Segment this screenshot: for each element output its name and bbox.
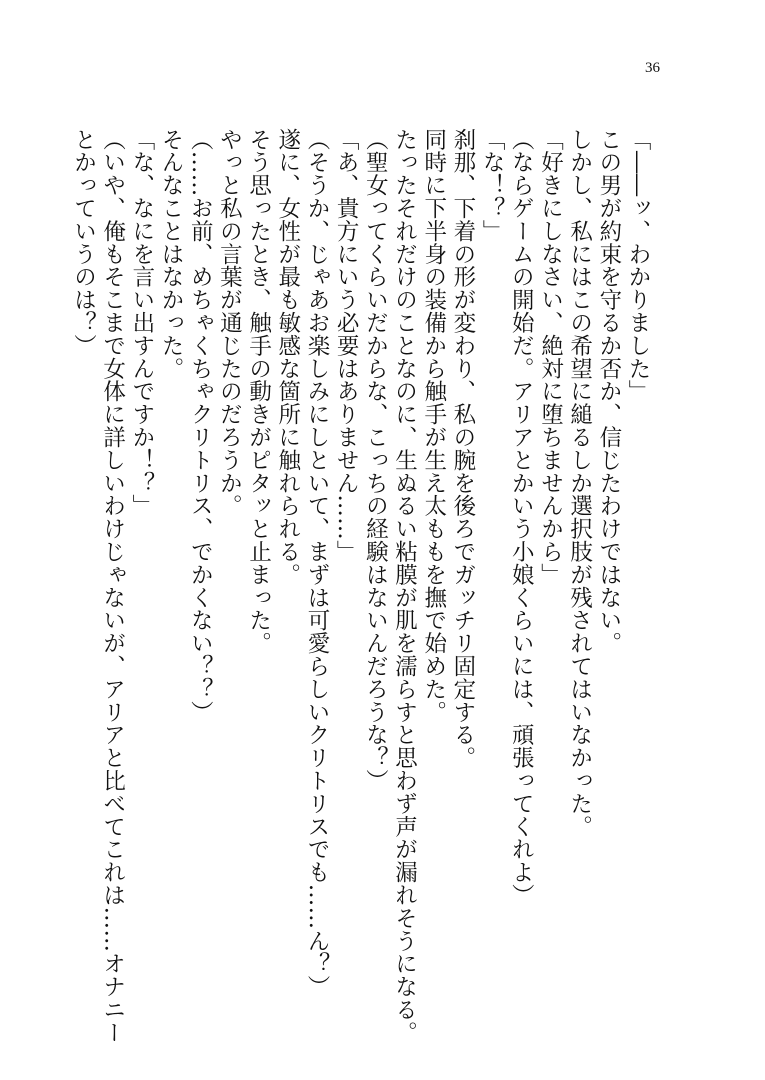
text-line: 刹那、下着の形が変わり、私の腕を後ろでガッチリ固定する。	[449, 128, 476, 770]
text-line: 「な、なにを言い出すんですか！？」	[128, 128, 155, 518]
text-line: （聖女ってくらいだからな、こっちの経験はないんだろうな？）	[362, 128, 389, 793]
vertical-text-body	[70, 128, 652, 1044]
text-line: （ならゲームの開始だ。アリアとかいう小娘くらいには、頑張ってくれよ）	[508, 128, 535, 907]
text-line: この男が約束を守るか否か、信じたわけではない。	[595, 128, 622, 655]
text-line: 「あ、貴方にいう必要はありません……」	[333, 128, 360, 564]
text-line: しかし、私にはこの希望に縋るしか選択肢が残されてはいなかった。	[566, 128, 593, 838]
text-line: 遂に、女性が最も敏感な箇所に触れられる。	[274, 128, 301, 586]
text-line: やっと私の言葉が通じたのだろうか。	[216, 128, 243, 518]
text-line: （……お前、めちゃくちゃクリトリス、でかくない？？）	[187, 128, 214, 724]
text-line: そう思ったとき、触手の動きがピタッと止まった。	[245, 128, 272, 655]
text-line: 同時に下半身の装備から触手が生え太ももを撫で始めた。	[420, 128, 447, 724]
text-line: とかっていうのは？）	[70, 128, 97, 357]
text-line: 「な！？」	[479, 128, 506, 243]
text-line: そんなことはなかった。	[158, 128, 184, 380]
text-line: 「――ッ、わかりました」	[625, 128, 651, 403]
text-line: たったそれだけのことなのに、生ぬるい粘膜が肌を濡らすと思わず声が漏れそうになる。	[391, 128, 418, 1044]
page-number: 36	[645, 60, 660, 76]
text-line: （そうか、じゃあお楽しみにしといて、まずは可愛らしいクリトリスでも……ん？）	[303, 128, 330, 999]
text-line: （いや、俺もそこまで女体に詳しいわけじゃないが、アリアと比べてこれは……オナニー	[99, 128, 126, 1044]
text-line: 「好きにしなさい、絶対に堕ちませんから」	[537, 128, 564, 586]
